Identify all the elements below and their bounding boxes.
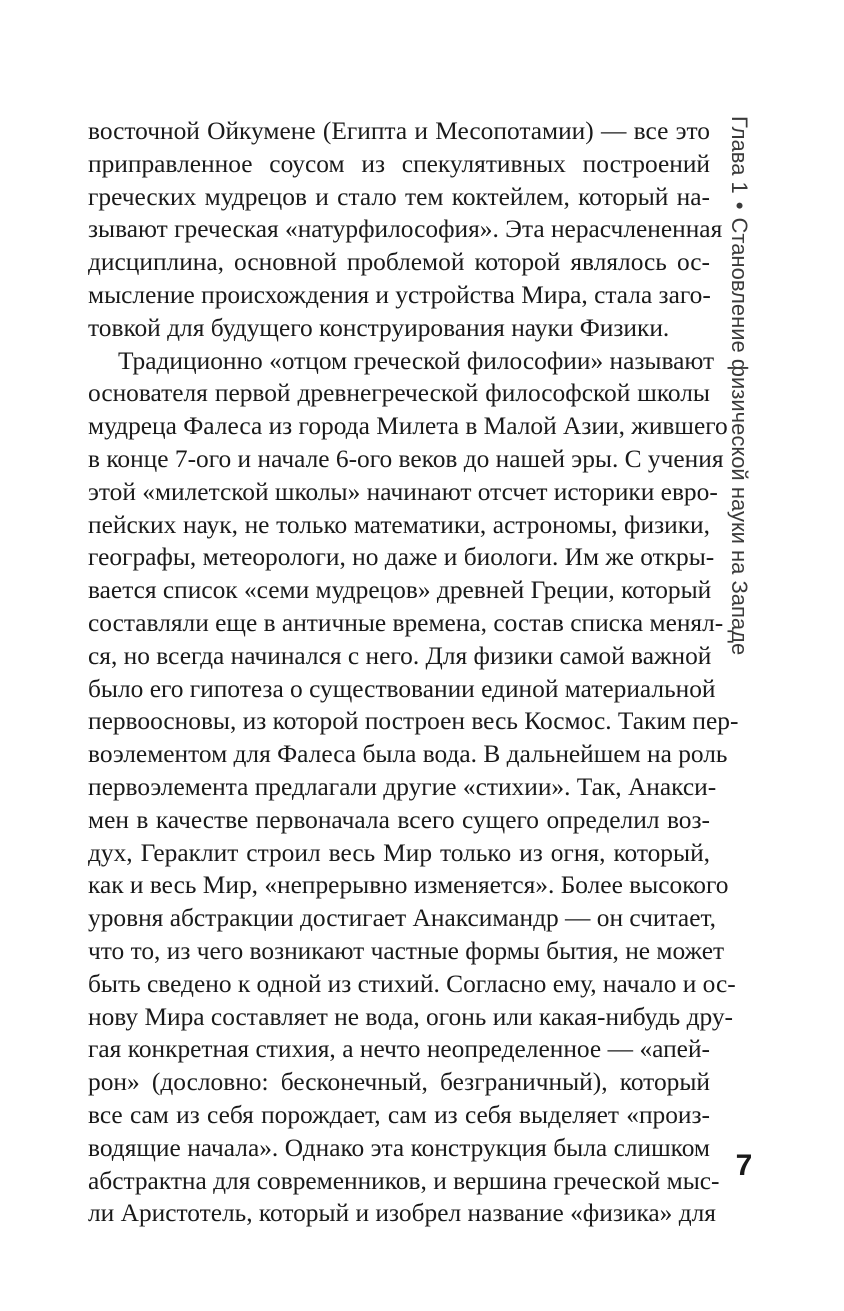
text-line: мысление происхождения и устройства Мира, стала заго- <box>88 280 711 309</box>
text-line: дух, Гераклит строил весь Мир только из огня, который, <box>88 838 710 867</box>
text-line: основателя первой древнегреческой философской школы <box>88 379 710 408</box>
text-line: водящие начала». Однако эта конструкция была слишком <box>88 1133 710 1162</box>
chapter-label: Глава 1 <box>727 116 752 194</box>
text-line: пейских наук, не только математики, астрономы, физики, <box>88 510 710 539</box>
text-line: греческих мудрецов и стало тем коктейлем, который на- <box>88 182 710 211</box>
text-line: нову Мира составляет не вода, огонь или какая-нибудь дру- <box>88 1002 734 1031</box>
paragraph-2 <box>88 345 739 1231</box>
page-number: 7 <box>735 1149 753 1182</box>
text-line: приправленное соусом из спекулятивных построений <box>88 149 710 178</box>
text-line: Традиционно «отцом греческой философии» называют <box>118 346 715 375</box>
text-line: этой «милетской школы» начинают отсчет историки евро- <box>88 477 718 506</box>
text-line: ли Аристотель, который и изобрел название «физика» для <box>88 1199 716 1228</box>
text-line: вается список «семи мудрецов» древней Греции, который <box>88 576 712 605</box>
text-line: товкой для будущего конструирования науки Физики. <box>88 313 670 342</box>
text-line: что то, из чего возникают частные формы бытия, не может <box>88 936 725 965</box>
text-line: первоосновы, из которой построен весь Космос. Таким пер- <box>88 707 739 736</box>
bullet-separator: • <box>727 201 752 210</box>
text-line: воэлементом для Фалеса была вода. В дальнейшем на роль <box>88 740 728 769</box>
text-line: все сам из себя порождает, сам из себя выделяет «произ- <box>88 1100 710 1129</box>
text-line: быть сведено к одной из стихий. Согласно ему, начало и ос- <box>88 969 736 998</box>
text-line: дисциплина, основной проблемой которой являлось ос- <box>88 248 710 277</box>
text-line: мудреца Фалеса из города Милета в Малой Азии, жившего <box>88 412 728 441</box>
text-line: как и весь Мир, «непрерывно изменяется». Более высокого <box>88 871 729 900</box>
body-text <box>88 115 739 1230</box>
text-line: абстрактна для современников, и вершина греческой мыс- <box>88 1166 720 1195</box>
text-line: в конце 7-ого и начале 6-ого веков до нашей эры. С учения <box>88 444 724 473</box>
text-line: уровня абстракции достигает Анаксимандр — он считает, <box>88 904 716 933</box>
running-head <box>724 116 754 726</box>
paragraph-1 <box>88 115 723 345</box>
text-line: зывают греческая «натурфилософия». Эта нерасчлененная <box>88 215 723 244</box>
text-line: ся, но всегда начинался с него. Для физики самой важной <box>88 641 712 670</box>
text-line: гая конкретная стихия, а нечто неопределенное — «апей- <box>88 1035 710 1064</box>
text-line: составляли еще в античные времена, состав списка менял- <box>88 608 724 637</box>
text-line: географы, метеорологи, но даже и биологи. Им же откры- <box>88 543 715 572</box>
chapter-title: Становление физической науки на Западе <box>727 217 752 656</box>
text-line: восточной Ойкумене (Египта и Месопотамии) — все это <box>88 117 710 145</box>
text-line: рон» (дословно: бесконечный, безграничный), который <box>88 1068 710 1097</box>
text-line: первоэлемента предлагали другие «стихии». Так, Анакси- <box>88 772 717 801</box>
text-line: мен в качестве первоначала всего сущего определил воз- <box>88 805 710 834</box>
text-line: было его гипотеза о существовании единой материальной <box>88 674 716 703</box>
